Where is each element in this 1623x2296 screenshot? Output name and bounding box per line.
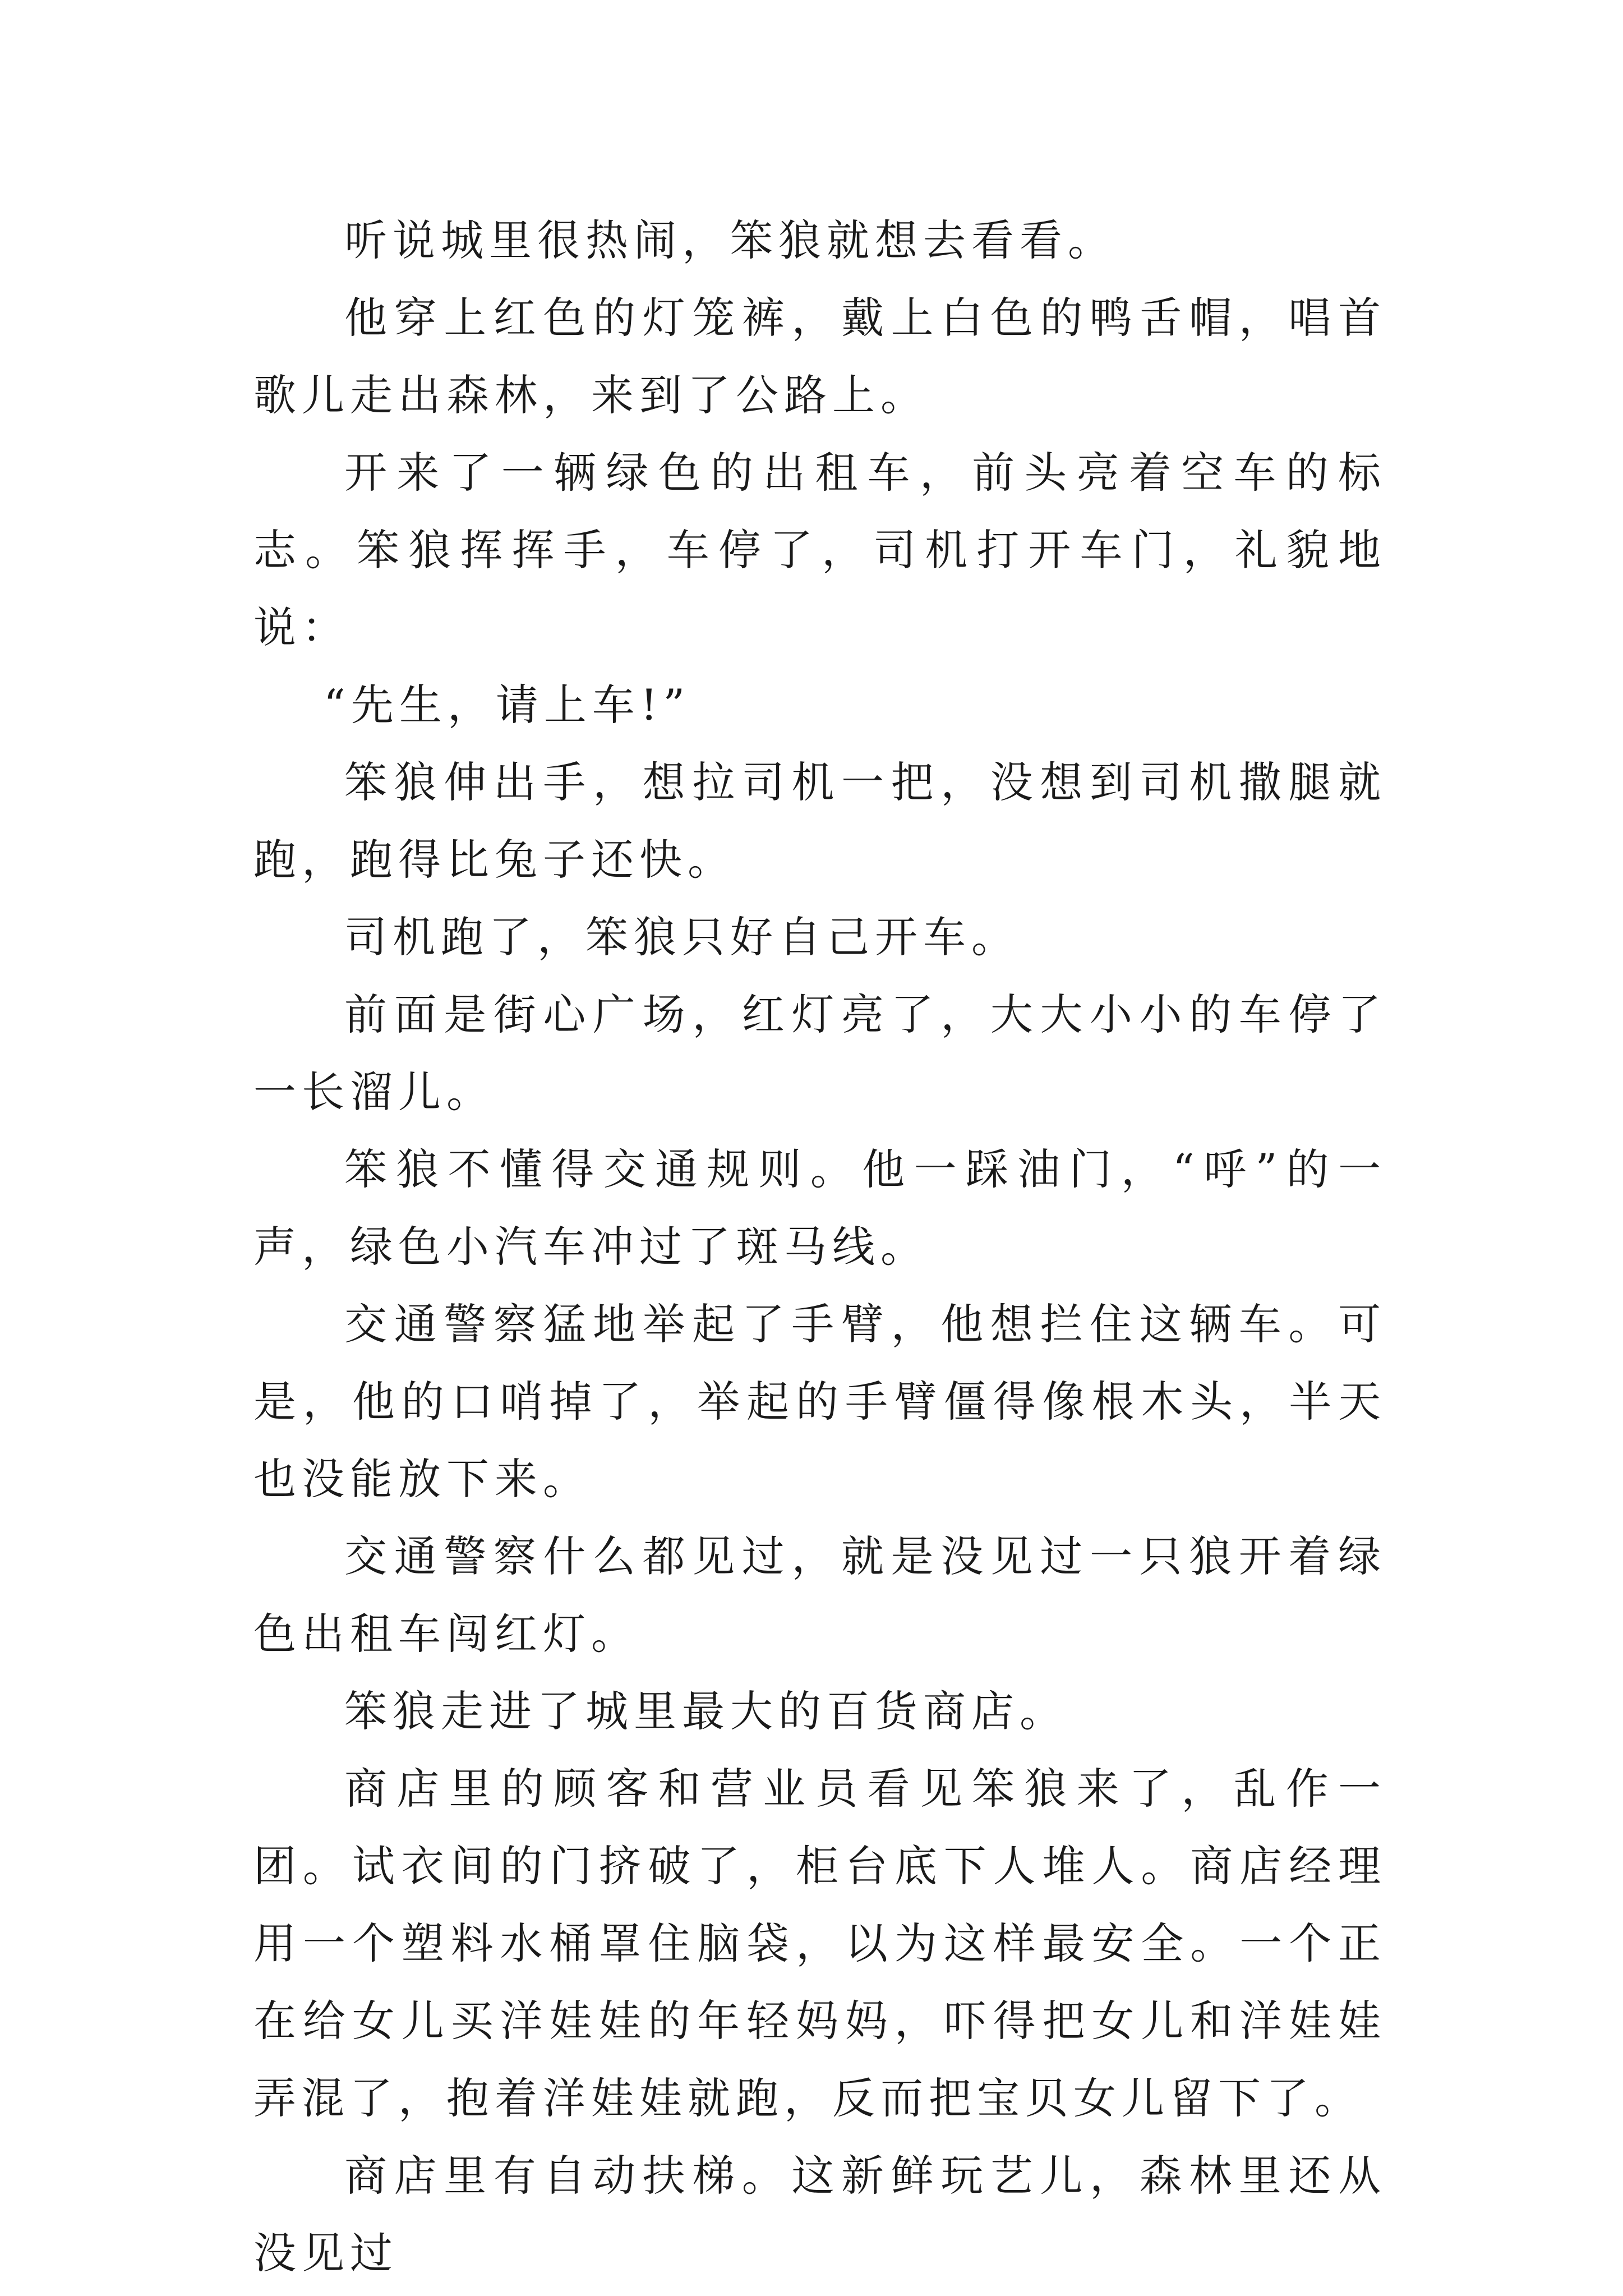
story-text (253, 202, 1386, 2292)
paragraph: 他穿上红色的灯笼裤，戴上白色的鸭舌帽，唱首歌儿走出森林，来到了公路上。 (253, 293, 1386, 420)
paragraph: 前面是街心广场，红灯亮了，大大小小的车停了一长溜儿。 (253, 990, 1386, 1117)
paragraph: 交通警察猛地举起了手臂，他想拦住这辆车。可是，他的口哨掉了，举起的手臂僵得像根木头，半天也没能放下来。 (253, 1299, 1386, 1504)
paragraph: 笨狼不懂得交通规则。他一踩油门，“呼”的一声，绿色小汽车冲过了斑马线。 (253, 1144, 1386, 1272)
paragraph: 商店里的顾客和营业员看见笨狼来了，乱作一团。试衣间的门挤破了，柜台底下人堆人。商店经理用一个塑料水桶罩住脑袋，以为这样最安全。一个正在给女儿买洋娃娃的年轻妈妈，吓得把女儿和洋娃娃弄混了，抱着洋娃娃就跑，反而把宝贝女儿留下了。 (253, 1764, 1386, 2123)
paragraph: 笨狼走进了城里最大的百货商店。 (344, 1686, 1068, 1736)
paragraph: 司机跑了，笨狼只好自己开车。 (344, 912, 1020, 962)
paragraph: 笨狼伸出手，想拉司机一把，没想到司机撒腿就跑，跑得比兔子还快。 (253, 757, 1386, 885)
paragraph: 商店里有自动扶梯。这新鲜玩艺儿，森林里还从没见过 (253, 2151, 1386, 2278)
paragraph: 开来了一辆绿色的出租车，前头亮着空车的标志。笨狼挥挥手，车停了，司机打开车门，礼貌地说： (253, 448, 1386, 652)
paragraph: 交通警察什么都见过，就是没见过一只狼开着绿色出租车闯红灯。 (253, 1531, 1386, 1659)
paragraph: 听说城里很热闹，笨狼就想去看看。 (344, 215, 1116, 265)
dialogue-paragraph: “先生，请上车!” (324, 680, 691, 730)
